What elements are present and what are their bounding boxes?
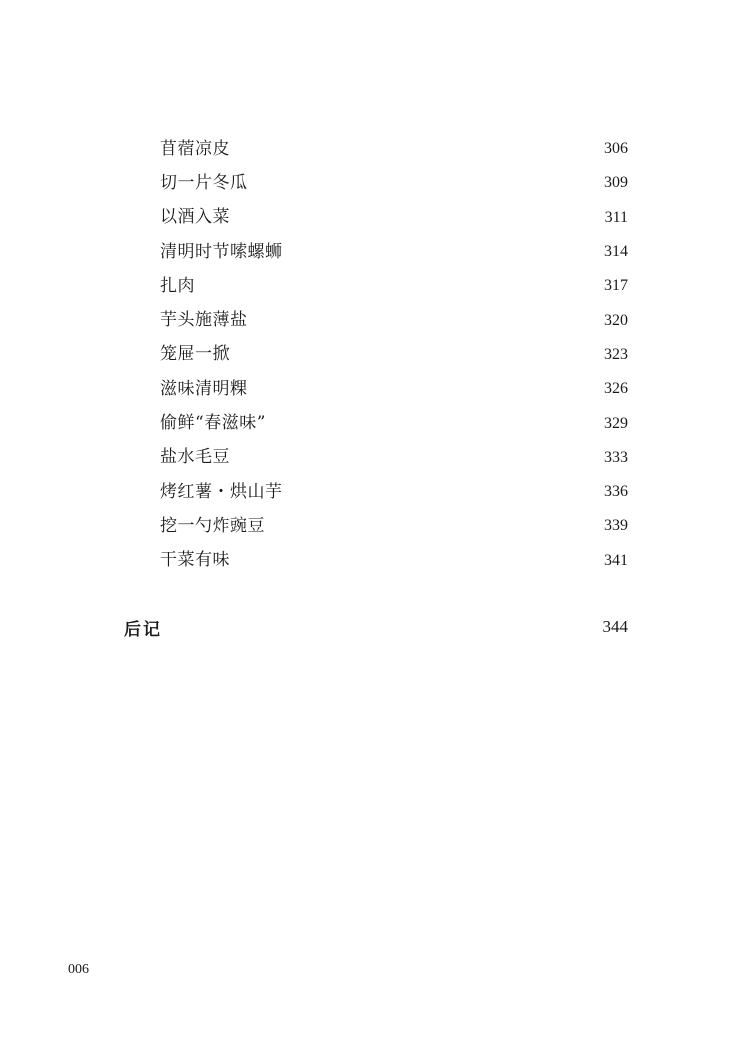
toc-entry-title: 扎肉 bbox=[160, 275, 195, 296]
toc-entry-page: 309 bbox=[604, 174, 628, 192]
toc-entry-page: 314 bbox=[604, 243, 628, 261]
toc-entry-title: 干菜有味 bbox=[160, 550, 230, 571]
afterword-title: 后记 bbox=[124, 619, 162, 640]
toc-entry[interactable] bbox=[160, 544, 628, 578]
toc-entry-page: 339 bbox=[604, 517, 628, 535]
toc-entry[interactable] bbox=[160, 372, 628, 406]
toc-entry-page: 329 bbox=[604, 414, 628, 432]
toc-entry-page: 323 bbox=[604, 345, 628, 363]
toc-entry[interactable] bbox=[160, 235, 628, 269]
toc-entry-title: 盐水毛豆 bbox=[160, 447, 230, 468]
toc-entry[interactable] bbox=[160, 303, 628, 337]
toc-entry-title: 清明时节嗦螺蛳 bbox=[160, 241, 283, 262]
table-of-contents bbox=[160, 132, 628, 578]
toc-entry-page: 333 bbox=[604, 448, 628, 466]
toc-entry-title: 切一片冬瓜 bbox=[160, 172, 248, 193]
toc-entry-title: 笼屉一掀 bbox=[160, 344, 230, 365]
toc-entry[interactable] bbox=[160, 132, 628, 166]
afterword-page: 344 bbox=[602, 617, 628, 636]
toc-entry-afterword[interactable] bbox=[124, 612, 628, 642]
toc-entry-title: 苜蓿凉皮 bbox=[160, 138, 230, 159]
toc-entry[interactable] bbox=[160, 338, 628, 372]
toc-entry[interactable] bbox=[160, 269, 628, 303]
toc-entry-page: 341 bbox=[604, 551, 628, 569]
toc-entry-title: 挖一勺炸豌豆 bbox=[160, 515, 265, 536]
toc-entry-page: 320 bbox=[604, 311, 628, 329]
toc-entry-title: 以酒入菜 bbox=[160, 207, 230, 228]
toc-entry-title: 偷鲜“春滋味” bbox=[160, 413, 266, 434]
toc-entry[interactable] bbox=[160, 475, 628, 509]
toc-entry-title: 芋头施薄盐 bbox=[160, 310, 248, 331]
toc-entry-page: 326 bbox=[604, 380, 628, 398]
toc-entry-page: 317 bbox=[604, 277, 628, 295]
toc-entry-page: 336 bbox=[604, 483, 628, 501]
toc-entry[interactable] bbox=[160, 509, 628, 543]
toc-entry[interactable] bbox=[160, 166, 628, 200]
page-number: 006 bbox=[68, 962, 89, 977]
toc-entry-page: 306 bbox=[604, 140, 628, 158]
toc-entry-title: 滋味清明粿 bbox=[160, 378, 248, 399]
toc-entry-title: 烤红薯・烘山芋 bbox=[160, 481, 283, 502]
toc-entry[interactable] bbox=[160, 201, 628, 235]
toc-entry[interactable] bbox=[160, 406, 628, 440]
toc-entry-page: 311 bbox=[604, 208, 628, 226]
toc-entry[interactable] bbox=[160, 441, 628, 475]
